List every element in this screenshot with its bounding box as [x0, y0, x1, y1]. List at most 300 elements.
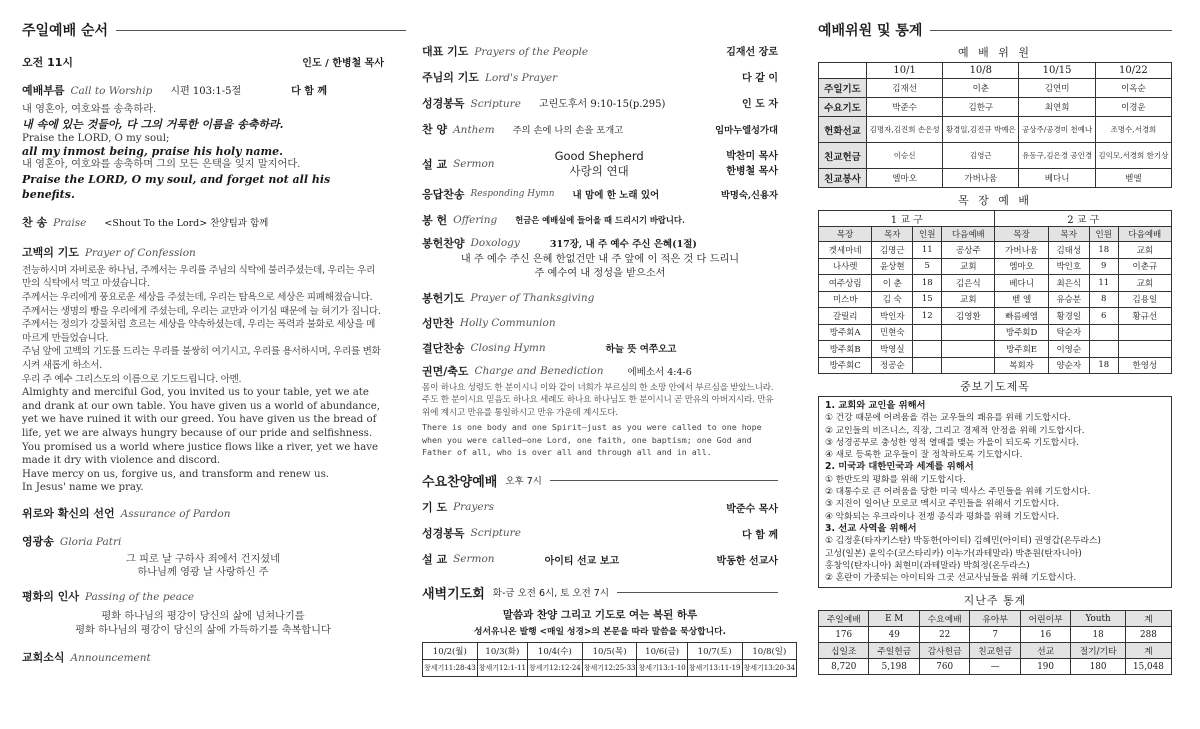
pastoral-cell: 8: [1089, 291, 1118, 308]
item-reference: 시편 103:1-5절: [170, 86, 242, 97]
sermon-title-en: Good Shepherd: [554, 149, 644, 163]
order-item: [422, 121, 778, 147]
order-continued-column: [422, 0, 796, 677]
item-label: 주님의 기도: [422, 71, 479, 84]
role-cell: 헌화선교: [819, 117, 867, 143]
pastoral-cell: 방주회A: [819, 324, 872, 341]
item-label: 봉 헌: [422, 214, 448, 227]
text-line: You promised us a world where justice flows like a river, yet we have: [22, 441, 379, 453]
text-line: made it dry with violence and discord.: [22, 455, 221, 467]
pastoral-cell: 교회: [1118, 275, 1171, 292]
pastoral-caption: 목 장 예 배: [958, 194, 1032, 207]
order-item: [422, 494, 778, 520]
pastoral-cell: 9: [1089, 258, 1118, 275]
col-header: 목자: [872, 227, 913, 242]
item-title: 아이티 선교 보고: [544, 555, 620, 567]
stat-header: 계: [1125, 643, 1171, 659]
pastoral-cell: 18: [1089, 357, 1118, 374]
pastoral-cell: 11: [913, 242, 942, 259]
stat-value: 190: [1020, 659, 1070, 675]
item-label: 고백의 기도: [22, 245, 79, 259]
ref-cell: 창세기13:1-10: [637, 660, 687, 677]
text-line: 주께서는 우리에게 풍요로운 세상을 주셨는데, 우리는 탐욕으로 세상은 피폐해졌습니다.: [22, 291, 373, 303]
pastoral-cell: 12: [913, 308, 942, 325]
benediction-korean: 몸이 하나요 성령도 한 분이시니 이와 같이 너희가 부르심의 한 소망 안에서 부르심을 받았느니라. 주도 한 분이시요 믿음도 하나요 세례도 하나요 하나님도 한 분이시니 곧 만유의 아버지시라. 만유 위에 계시고 만유를 통일하시고 만유 가운데 계시도다.: [422, 383, 774, 418]
order-item: [422, 233, 778, 253]
item-label: 대표 기도: [422, 45, 469, 58]
item-english: Sermon: [453, 158, 495, 170]
pastoral-cell: [1118, 324, 1171, 341]
section-title: 주일예배 순서: [22, 23, 109, 39]
committee-stats-column: [818, 0, 1172, 675]
sermon-row: [422, 147, 778, 181]
pastoral-cell: [913, 341, 942, 358]
item-english: Sermon: [453, 553, 495, 566]
prayer-item: ③ 지진이 일어난 모로코 멕시코 주민들을 위해서 기도합시다.: [825, 499, 1060, 510]
col-header: 다음예배: [942, 227, 995, 242]
section-title: 예배위원 및 통계: [818, 23, 923, 39]
ref-cell: 창세기12:25-33: [582, 660, 637, 677]
prayer-item: 홍창익(탄자니아) 최현미(과테말라) 박희정(온두라스): [825, 560, 1030, 571]
service-time: 오전 11시: [22, 56, 74, 69]
pastoral-cell: 최은식: [1048, 275, 1089, 292]
peace-text: [22, 610, 384, 637]
stat-value: 49: [869, 627, 919, 643]
table-row: [819, 79, 1172, 98]
order-item: [422, 285, 778, 310]
prayer-box: [818, 396, 1172, 588]
col-header: 목장: [995, 227, 1048, 242]
text-line: 그 피로 날 구하사 죄에서 건지셨네: [126, 553, 280, 565]
pastoral-cell: 교회: [942, 258, 995, 275]
order-items-1: [422, 43, 778, 147]
cell: 엘마오: [867, 169, 943, 188]
prayer-group-heading: 2. 미국과 대한민국과 세계를 위해서: [825, 461, 974, 473]
item-english: Call to Worship: [70, 85, 153, 97]
table-row: [423, 660, 797, 677]
table-header-row: [819, 63, 1172, 79]
order-item: [422, 546, 778, 572]
sermon-title: [555, 149, 644, 179]
text-line: Praise the LORD, O my soul;: [22, 132, 170, 144]
order-item: [422, 69, 778, 95]
pastoral-cell: 방주회C: [819, 357, 872, 374]
stats-caption: 지난주 통계: [963, 594, 1027, 608]
group-header: 1 교 구: [819, 211, 995, 227]
item-song: 하늘 뜻 여쭈오고: [605, 343, 677, 355]
item-english: Passing of the peace: [84, 591, 195, 604]
pastoral-cell: 18: [913, 275, 942, 292]
cell: 김연미: [1019, 79, 1095, 98]
date-cell: 10/2(월): [423, 643, 478, 660]
wednesday-time: 오후 7시: [505, 476, 542, 488]
stat-header: 수요예배: [919, 611, 969, 627]
pastoral-cell: 공상주: [942, 242, 995, 259]
table-row: [819, 143, 1172, 169]
table-row: [819, 98, 1172, 117]
pastoral-cell: 황경일: [1048, 308, 1089, 325]
item-label: 응답찬송: [422, 188, 465, 201]
divider: [550, 480, 778, 481]
pastoral-cell: 교회: [942, 291, 995, 308]
ref-cell: 창세기13:11-19: [687, 660, 742, 677]
cell: 김익모,서경희 한기상: [1095, 143, 1171, 169]
pastoral-cell: 유승분: [1048, 291, 1089, 308]
prayer-item: ② 교인들의 비즈니스, 직장, 그리고 경제적 안정을 위해 기도합시다.: [825, 425, 1085, 436]
table-header-row: [819, 227, 1172, 242]
text-line: 내 영혼아, 여호와를 송축하라.: [22, 104, 157, 115]
item-label: 설 교: [422, 158, 448, 171]
date-header: 10/8: [943, 63, 1019, 79]
item-english: Offering: [453, 214, 498, 226]
stat-value: 15,048: [1125, 659, 1171, 675]
prayer-group-heading: 3. 선교 사역을 위해서: [825, 522, 917, 534]
stat-value: 8,720: [819, 659, 869, 675]
cell: 이옥순: [1095, 79, 1171, 98]
role-cell: 수요기도: [819, 98, 867, 117]
order-items-2: [422, 181, 778, 253]
item-who: 임마누엘성가대: [715, 125, 778, 136]
cell: 박준수: [867, 98, 943, 117]
item-label: 위로와 확신의 선언: [22, 506, 115, 520]
item-english: Prayer of Thanksgiving: [470, 291, 595, 304]
sermon-title-kr: 사랑의 연대: [569, 164, 629, 178]
pastoral-cell: 박인자: [872, 308, 913, 325]
pastoral-cell: 이춘규: [1118, 258, 1171, 275]
order-item: [422, 310, 778, 335]
service-leader: 인도 / 한병철 목사: [302, 58, 384, 69]
item-song: 주의 손에 나의 손을 포개고: [512, 125, 624, 136]
pastoral-cell: 박영실: [872, 341, 913, 358]
col-header: 인원: [913, 227, 942, 242]
cell: 이경운: [1095, 98, 1171, 117]
order-item: [422, 95, 778, 121]
item-english: Assurance of Pardon: [120, 507, 231, 520]
text-line: 우리 주 예수 그리스도의 이름으로 기도드립니다. 아멘.: [22, 373, 242, 385]
item-label: 찬 송: [22, 215, 48, 229]
order-of-worship-column: [22, 0, 384, 665]
pastoral-cell: [1089, 324, 1118, 341]
confession-row: [22, 244, 384, 260]
table-row: [819, 308, 1172, 325]
doxology-text: [422, 253, 778, 281]
table-row: [819, 242, 1172, 259]
prayer-item: ① 한반도의 평화를 위해 기도합시다.: [825, 474, 966, 485]
table-row: [819, 275, 1172, 292]
table-row: [819, 357, 1172, 374]
prayer-item: 고성(일본) 윤익수(코스타리카) 이누가(과테말라) 박춘원(탄자니아): [825, 548, 1082, 559]
pastoral-cell: 이 춘: [872, 275, 913, 292]
order-item: [422, 207, 778, 233]
text-line: 평화 하나님의 평강이 당신의 삶에 가득하기를 축복합니다: [75, 624, 331, 636]
pastoral-cell: 교회: [1118, 242, 1171, 259]
stat-header: 친교헌금: [970, 643, 1020, 659]
divider: [617, 592, 778, 593]
role-cell: 친교헌금: [819, 143, 867, 169]
pastoral-cell: 김영환: [942, 308, 995, 325]
pastoral-cell: 김용일: [1118, 291, 1171, 308]
item-label: 영광송: [22, 534, 54, 548]
item-label: 결단찬송: [422, 341, 465, 355]
text-line: 내 주 예수 주신 은혜 한없건만 내 주 앞에 이 적은 것 다 드리니: [460, 254, 740, 265]
prayer-item: ③ 성경공부로 충성한 영적 열매를 맺는 가을이 되도록 기도합시다.: [825, 437, 1079, 448]
announcement-row: [22, 649, 384, 665]
pastoral-cell: 겟세마네: [819, 242, 872, 259]
pastoral-cell: [1118, 341, 1171, 358]
item-who: 다 같 이: [742, 73, 778, 84]
table-row: [819, 627, 1172, 643]
cell: 이춘: [943, 79, 1019, 98]
pastoral-cell: 미스바: [819, 291, 872, 308]
prayer-caption: 중보기도제목: [960, 380, 1030, 393]
wednesday-header: [422, 470, 778, 490]
item-label: 성경봉독: [422, 527, 465, 541]
item-who: 김재선 장로: [726, 47, 778, 58]
section-header: [818, 20, 1172, 40]
prayer-item: ① 건강 때문에 어려움을 겪는 교우들의 쾌유를 위해 기도합시다.: [825, 413, 1071, 424]
item-english: Gloria Patri: [59, 535, 122, 548]
item-reference: 고린도후서 9:10-15(p.295): [538, 99, 666, 110]
stat-header: E M: [869, 611, 919, 627]
dawn-header: [422, 582, 778, 602]
item-english: Doxology: [470, 237, 520, 249]
order-item: [422, 181, 778, 207]
pastoral-cell: 김은식: [942, 275, 995, 292]
item-label: 봉헌찬양: [422, 237, 465, 250]
pastoral-cell: 베다니: [995, 275, 1048, 292]
pastoral-cell: [913, 324, 942, 341]
item-who: 다 함 께: [291, 86, 328, 97]
item-label: 성만찬: [422, 316, 454, 330]
table-row: [819, 659, 1172, 675]
stat-value: 18: [1071, 627, 1126, 643]
dawn-line: 성서유니온 발행 <매일 성경>의 본문을 따라 말씀을 묵상합니다.: [474, 627, 726, 638]
gloria-text: [22, 553, 384, 580]
item-english: Charge and Benediction: [474, 365, 604, 377]
cell: 김재선: [867, 79, 943, 98]
col-header: 다음예배: [1118, 227, 1171, 242]
cell: 유동구,김은경 공인경: [1019, 143, 1095, 169]
item-who: 박명숙,신용자: [720, 190, 778, 201]
pastoral-cell: 여주상림: [819, 275, 872, 292]
stat-value: 176: [819, 627, 869, 643]
pastoral-cell: 정공순: [872, 357, 913, 374]
peace-row: [22, 588, 384, 604]
item-english: Lord's Prayer: [484, 72, 558, 84]
prayer-item: ④ 악화되는 우크라이나 전쟁 종식과 평화를 위해 기도합시다.: [825, 511, 1060, 522]
stat-header: 어린이부: [1020, 611, 1070, 627]
item-who: 박준수 목사: [726, 503, 778, 515]
text-line: all my inmost being, praise his holy name.: [22, 145, 283, 159]
date-header: 10/1: [867, 63, 943, 79]
item-reference: 에베소서 4:4-6: [627, 367, 692, 378]
stat-header: 계: [1125, 611, 1171, 627]
item-song: 내 맘에 한 노래 있어: [572, 190, 660, 201]
wednesday-items: [422, 494, 778, 572]
blank-cell: [819, 63, 867, 79]
pastoral-cell: [942, 357, 995, 374]
pastoral-cell: 5: [913, 258, 942, 275]
pastoral-cell: 나사렛: [819, 258, 872, 275]
call-to-worship-row: [22, 82, 384, 98]
role-cell: 친교봉사: [819, 169, 867, 188]
stat-value: —: [970, 659, 1020, 675]
date-cell: 10/8(일): [742, 643, 797, 660]
pastoral-cell: [913, 357, 942, 374]
order-items-3: [422, 285, 778, 382]
pastoral-cell: [942, 341, 995, 358]
text-line: 주님 앞에 고백의 기도를 드리는 우리를 불쌍히 여기시고, 우리를 용서하시며, 우리를 변화시켜 새롭게 하소서.: [22, 346, 381, 371]
cell: 이승신: [867, 143, 943, 169]
stat-value: 180: [1071, 659, 1126, 675]
order-item: [422, 520, 778, 546]
item-english: Scripture: [470, 98, 521, 110]
text-line: Have mercy on us, forgive us, and transform and renew us.: [22, 468, 330, 480]
col-header: 목장: [819, 227, 872, 242]
item-english: Holly Communion: [459, 316, 556, 329]
divider: [116, 30, 406, 31]
date-cell: 10/4(수): [528, 643, 583, 660]
pastoral-cell: 김태성: [1048, 242, 1089, 259]
item-note: 헌금은 예배실에 들어올 때 드리시기 바랍니다.: [515, 215, 685, 225]
pastoral-cell: 복회자: [995, 357, 1048, 374]
preacher: 박찬미 목사: [726, 151, 778, 162]
cell: 최연희: [1019, 98, 1095, 117]
pastoral-cell: 방주회D: [995, 324, 1048, 341]
table-group-row: [819, 211, 1172, 227]
table-row: [819, 291, 1172, 308]
text-line: 주께서는 생명의 빵을 우리에게 주셨는데, 우리는 교만과 이기심 때문에 늘 허기가 집니다.: [22, 305, 381, 317]
item-label: 성경봉독: [422, 97, 465, 110]
stat-value: 7: [970, 627, 1020, 643]
pastoral-cell: 18: [1089, 242, 1118, 259]
pastoral-cell: 민현숙: [872, 324, 913, 341]
text-line: Almighty and merciful God, you invited us to your table, yet we ate: [22, 387, 369, 399]
item-label: 봉헌기도: [422, 291, 465, 305]
date-cell: 10/6(금): [637, 643, 687, 660]
cell: 김명자,김진희 손은성: [867, 117, 943, 143]
item-label: 설 교: [422, 553, 448, 567]
order-item: [422, 43, 778, 69]
pastoral-cell: 탁순자: [1048, 324, 1089, 341]
stat-header: Youth: [1071, 611, 1126, 627]
pastoral-cell: 황규선: [1118, 308, 1171, 325]
stat-header: 감사헌금: [919, 643, 969, 659]
item-english: Anthem: [453, 124, 495, 136]
order-item: [422, 335, 778, 360]
item-english: Responding Hymn: [470, 189, 555, 199]
table-row: [819, 258, 1172, 275]
pastoral-cell: 방주회B: [819, 341, 872, 358]
cell: 김영근: [943, 143, 1019, 169]
item-label: 예배부름: [22, 84, 65, 97]
pastoral-cell: 김명근: [872, 242, 913, 259]
pastoral-cell: 방주회E: [995, 341, 1048, 358]
item-label: 찬 양: [422, 123, 448, 136]
pastoral-cell: 가버나움: [995, 242, 1048, 259]
prayer-item: ④ 새로 등록한 교우들이 잘 정착하도록 기도합시다.: [825, 450, 1023, 461]
text-line: 내 영혼아, 여호와를 송축하며 그의 모든 은택을 잊지 말지어다.: [22, 159, 301, 171]
text-line: 전능하시며 자비로운 하나님, 주께서는 우리를 주님의 식탁에 불러주셨는데, 우리는 우리만의 식탁에서 먹고 마셨습니다.: [22, 264, 376, 290]
cell: 김한구: [943, 98, 1019, 117]
date-cell: 10/5(목): [582, 643, 637, 660]
date-cell: 10/7(토): [687, 643, 742, 660]
text-line: 주께서는 정의가 강물처럼 흐르는 세상을 약속하셨는데, 우리는 폭력과 불화로 세상을 메마르게 만들었습니다.: [22, 319, 376, 344]
stat-header: 십일조: [819, 643, 869, 659]
pastoral-cell: 양순자: [1048, 357, 1089, 374]
pastoral-cell: 박인호: [1048, 258, 1089, 275]
preacher: 한병철 목사: [726, 166, 778, 177]
benediction-english: There is one body and one Spirit—just as you were called to one hope when you were called—one Lord, one faith, one baptism; one God and Father of all, who is over all and through all and in all.: [422, 422, 762, 458]
stat-value: 22: [919, 627, 969, 643]
divider: [930, 30, 1172, 31]
item-english: Prayer of Confession: [84, 246, 196, 259]
sermon-preachers: [726, 149, 778, 179]
pastoral-cell: 이영순: [1048, 341, 1089, 358]
section-header: [22, 20, 406, 40]
pastoral-cell: [1089, 341, 1118, 358]
table-row: [819, 324, 1172, 341]
item-english: Closing Hymn: [470, 341, 546, 354]
item-song: <Shout To the Lord> 찬양팀과 함께: [104, 217, 269, 229]
stat-value: 760: [919, 659, 969, 675]
prayer-item: ② 혼란이 가중되는 아이티와 그곳 선교사님들을 위해 기도합시다.: [825, 573, 1077, 584]
item-who: 박동한 선교사: [716, 555, 778, 567]
text-line: yet we have ruined it with our greed. You have given us the bread of: [22, 414, 377, 426]
pastoral-cell: 김 숙: [872, 291, 913, 308]
group-header: 2 교 구: [995, 211, 1172, 227]
item-english: Praise: [53, 216, 87, 229]
item-label: 평화의 인사: [22, 590, 79, 604]
stat-value: 16: [1020, 627, 1070, 643]
praise-row: [22, 214, 384, 230]
table-row: [819, 169, 1172, 188]
cell: 벧엘: [1095, 169, 1171, 188]
pastoral-cell: 빠름베엠: [995, 308, 1048, 325]
stat-value: 5,198: [869, 659, 919, 675]
stat-header: 선교: [1020, 643, 1070, 659]
cell: 베다니: [1019, 169, 1095, 188]
cell: 황경일,김진규 박예은: [943, 117, 1019, 143]
date-cell: 10/3(화): [477, 643, 527, 660]
date-header: 10/15: [1019, 63, 1095, 79]
pastoral-cell: 6: [1089, 308, 1118, 325]
text-line: In Jesus' name we pray.: [22, 482, 144, 494]
ref-cell: 창세기11:28-43: [423, 660, 478, 677]
item-label: 기 도: [422, 501, 448, 515]
pardon-row: [22, 505, 384, 521]
table-row: [819, 117, 1172, 143]
ref-cell: 창세기12:1-11: [477, 660, 527, 677]
cell: 가버나움: [943, 169, 1019, 188]
service-time-row: [22, 54, 384, 70]
wednesday-title: 수요찬양예배: [422, 474, 498, 490]
pastoral-cell: 윤상현: [872, 258, 913, 275]
pastoral-cell: 15: [913, 291, 942, 308]
table-row: [423, 643, 797, 660]
table-row: [819, 341, 1172, 358]
prayer-item: ① 김정훈(타자키스탄) 박동한(아이티) 김혜민(아이티) 권영갑(온두라스): [825, 536, 1101, 547]
pastoral-cell: 한영성: [1118, 357, 1171, 374]
ref-cell: 창세기12:12-24: [528, 660, 583, 677]
item-english: Announcement: [70, 652, 151, 665]
role-cell: 주일기도: [819, 79, 867, 98]
text-line: 평화 하나님의 평강이 당신의 삶에 넘쳐나기를: [101, 611, 305, 623]
order-item: [422, 360, 778, 382]
table-header-row: [819, 643, 1172, 659]
item-who: 인 도 자: [742, 99, 778, 110]
dawn-title: 새벽기도회: [422, 586, 485, 602]
